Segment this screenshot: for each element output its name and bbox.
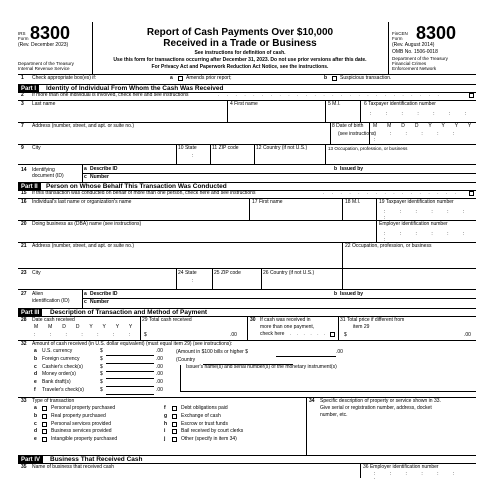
line29-cents: .00 bbox=[230, 332, 237, 338]
line13-label: 13 Occupation, profession, or business bbox=[328, 146, 408, 151]
line14-label-a: Identifying bbox=[32, 167, 55, 173]
tin-field-2[interactable]: : : : : : : : bbox=[384, 209, 471, 221]
line33-num: 33 bbox=[21, 398, 27, 404]
id-description-input[interactable] bbox=[118, 165, 328, 173]
p2-state-separator: : bbox=[192, 278, 194, 284]
payment-letter: d bbox=[34, 371, 38, 378]
amends-prior-report-checkbox[interactable] bbox=[178, 76, 183, 81]
type-letter: c bbox=[34, 420, 37, 427]
transaction-type-checkbox[interactable] bbox=[172, 422, 177, 427]
payment-amount-input[interactable] bbox=[106, 371, 154, 372]
part3-header bbox=[18, 308, 476, 316]
line33-label: Type of transaction bbox=[32, 398, 75, 404]
type-label: Debt obligations paid bbox=[181, 405, 228, 411]
alien-id-description-input[interactable] bbox=[118, 290, 328, 298]
part2-label: Part II bbox=[18, 183, 41, 191]
part2-header bbox=[18, 182, 476, 190]
type-label: Bail received by court clerks bbox=[181, 428, 244, 435]
tin-field-1[interactable]: : : : : : : : bbox=[370, 111, 473, 117]
multiple-individuals-checkbox[interactable] bbox=[469, 93, 474, 98]
multiple-payments-checkbox[interactable] bbox=[330, 332, 335, 337]
line27-label-a: Alien bbox=[32, 291, 44, 297]
part4-header bbox=[18, 455, 476, 463]
payment-amount-input[interactable] bbox=[106, 363, 154, 364]
payment-amount-input[interactable] bbox=[106, 355, 154, 356]
line8-label: 8 Date of birth bbox=[332, 123, 364, 129]
line32-num: 32 bbox=[21, 341, 27, 347]
business-name-input[interactable] bbox=[18, 471, 358, 478]
dob-format: M M D D Y Y Y Y bbox=[373, 123, 476, 129]
line15-num: 15 bbox=[21, 190, 27, 196]
line27-label-b: identification (ID) bbox=[32, 298, 70, 304]
line9-label: City bbox=[32, 145, 41, 151]
alien-id-number-input[interactable] bbox=[118, 298, 476, 308]
hundred-bills-cents: .00 bbox=[336, 349, 343, 355]
type-letter: f bbox=[164, 405, 166, 411]
line26-label: 26 Country (if not U.S.) bbox=[263, 270, 315, 276]
irs-dept-2: Internal Revenue Service bbox=[18, 66, 70, 71]
line14-number: Number bbox=[90, 174, 109, 180]
id-issued-by-input[interactable] bbox=[364, 165, 476, 173]
part1-header bbox=[18, 84, 476, 92]
p2-country-input[interactable] bbox=[261, 277, 342, 289]
issuer-input[interactable] bbox=[182, 372, 472, 390]
transaction-type-checkbox[interactable] bbox=[172, 406, 177, 411]
line16-label: Individual's last name or organization's name bbox=[32, 199, 132, 205]
issuer-label: Issuer's name(s) and serial number(s) of the monetary instrument(s) bbox=[186, 364, 337, 370]
part4-title: Business That Received Cash bbox=[50, 456, 143, 463]
line30-label-b: more than one payment, bbox=[260, 324, 315, 330]
first-name-input[interactable] bbox=[227, 108, 325, 120]
p2-address-input[interactable] bbox=[18, 250, 342, 266]
line27-number: Number bbox=[90, 299, 109, 305]
transaction-type-checkbox[interactable] bbox=[42, 406, 47, 411]
payment-cents: .00 bbox=[156, 363, 163, 370]
payment-letter: f bbox=[34, 387, 36, 393]
transaction-type-checkbox[interactable] bbox=[42, 429, 47, 434]
line14-describe-id: Describe ID bbox=[90, 166, 118, 172]
line2-num: 2 bbox=[21, 92, 24, 98]
line14-a-letter: a bbox=[84, 166, 87, 172]
p2-state-input[interactable] bbox=[176, 277, 212, 289]
date-received-field[interactable]: : : : : : : : bbox=[34, 332, 137, 338]
line1-b-label: Suspicious transaction. bbox=[340, 75, 392, 81]
payment-letter: e bbox=[34, 379, 37, 386]
p2-occupation-input[interactable] bbox=[342, 250, 476, 266]
line5-label: 5 M.I. bbox=[328, 101, 341, 107]
dba-input[interactable] bbox=[18, 228, 376, 240]
line14-c-letter: c bbox=[84, 174, 87, 180]
id-number-input[interactable] bbox=[118, 173, 476, 182]
line12-label: 12 Country (if not U.S.) bbox=[256, 145, 308, 151]
line30-label-a: If cash was received in bbox=[260, 317, 311, 323]
alien-id-issued-by-input[interactable] bbox=[364, 290, 476, 298]
type-label: Personal property purchased bbox=[51, 405, 116, 411]
line30-label-c: check here bbox=[260, 331, 285, 337]
line1-b-letter: b bbox=[324, 75, 328, 81]
type-label: Escrow or trust funds bbox=[181, 420, 228, 427]
part3-title: Description of Transaction and Method of Payment bbox=[50, 309, 208, 316]
form-title-line-2: Received in a Trade or Business bbox=[163, 38, 317, 49]
part1-title: Identity of Individual From Whom the Cash Was Received bbox=[46, 85, 224, 92]
line27-b-letter: b bbox=[334, 291, 338, 297]
state-input[interactable] bbox=[176, 152, 210, 164]
line2-label: If more than one individual is involved, check here and see instructions bbox=[32, 92, 189, 98]
date-received-format: M M D D Y Y Y Y bbox=[34, 324, 137, 330]
fincen-form-small: FinCEN Form bbox=[392, 31, 408, 41]
org-name-input[interactable] bbox=[18, 206, 249, 218]
line14-b-letter: b bbox=[334, 166, 338, 172]
type-letter: d bbox=[34, 428, 38, 435]
irs-form-number: 8300 bbox=[30, 23, 71, 43]
payment-letter: c bbox=[34, 363, 37, 370]
total-cash-input[interactable] bbox=[152, 326, 242, 338]
ein-label-1: Employer identification number bbox=[379, 221, 448, 227]
country-input[interactable] bbox=[254, 152, 325, 164]
payment-cents: .00 bbox=[156, 387, 163, 393]
omb-number: OMB No. 1506-0018 bbox=[392, 49, 438, 55]
type-label: Other (specify in item 34) bbox=[181, 436, 237, 443]
payment-label: Bank draft(s) bbox=[42, 379, 71, 386]
type-label: Exchange of cash bbox=[181, 412, 221, 419]
form-title-line-1: Report of Cash Payments Over $10,000 bbox=[146, 27, 334, 38]
payment-letter: a bbox=[34, 348, 37, 354]
line27-describe-id: Describe ID bbox=[90, 291, 118, 297]
line1-a-letter: a bbox=[170, 75, 173, 81]
line21-label: Address (number, street, and apt. or suite no.) bbox=[32, 243, 134, 249]
multiple-persons-checkbox[interactable] bbox=[469, 191, 474, 196]
p2-zip-input[interactable] bbox=[212, 277, 261, 289]
line31-cents: .00 bbox=[464, 332, 471, 338]
fincen-rev: (Rev. August 2014) bbox=[392, 42, 435, 48]
address-input[interactable] bbox=[18, 130, 330, 142]
line29-dollar: $ bbox=[144, 332, 147, 338]
payment-label: Traveler's check(s) bbox=[42, 387, 84, 393]
payment-label: U.S. currency bbox=[42, 348, 73, 354]
payment-dollar: $ bbox=[100, 355, 103, 362]
line23-num: 23 bbox=[21, 270, 27, 276]
payment-label: Money order(s) bbox=[42, 371, 76, 378]
line22-label: 22 Occupation, profession, or business bbox=[345, 243, 432, 249]
transaction-type-checkbox[interactable] bbox=[172, 437, 177, 442]
line11-label: 11 ZIP code bbox=[212, 145, 239, 151]
payment-dollar: $ bbox=[100, 363, 103, 370]
total-price-input[interactable] bbox=[352, 328, 462, 338]
payment-label: Cashier's check(s) bbox=[42, 363, 83, 370]
line34-label-c: number, etc. bbox=[320, 412, 348, 418]
part4-label: Part IV bbox=[18, 456, 43, 464]
type-letter: a bbox=[34, 405, 37, 411]
line32-label: Amount of cash received (in U.S. dollar equivalent) (must equal item 29) (see instructions): bbox=[32, 341, 233, 347]
type-letter: b bbox=[34, 412, 38, 419]
form-subtitle: See instructions for definition of cash. bbox=[194, 50, 286, 56]
middle-initial-input[interactable] bbox=[325, 108, 360, 120]
type-letter: i bbox=[164, 428, 166, 435]
payment-dollar: $ bbox=[100, 371, 103, 378]
fincen-form-number: 8300 bbox=[416, 23, 457, 43]
line35-label: Name of business that received cash bbox=[32, 464, 114, 470]
irs-dept-1: Department of the Treasury bbox=[18, 61, 74, 66]
fincen-dept-3: Enforcement Network bbox=[392, 66, 437, 71]
payment-cents: .00 bbox=[156, 371, 163, 378]
type-label: Real property purchased bbox=[51, 412, 106, 419]
line14-label-b: document (ID) bbox=[32, 173, 64, 179]
p2-first-name-input[interactable] bbox=[249, 206, 342, 218]
line31-label: 31 Total price if different from bbox=[340, 317, 405, 323]
line36-label: 36 Employer identification number bbox=[363, 464, 439, 470]
line16-num: 16 bbox=[21, 199, 27, 205]
dob-field[interactable]: : : : : : : : bbox=[374, 131, 461, 143]
line6-label: 6 Taxpayer identification number bbox=[364, 101, 436, 107]
line27-num: 27 bbox=[21, 291, 27, 297]
line1-num: 1 bbox=[21, 75, 24, 81]
line31-dollar: $ bbox=[344, 332, 347, 338]
payment-cents: .00 bbox=[156, 348, 163, 354]
line28-label: Date cash received bbox=[32, 317, 75, 323]
line20-num: 20 bbox=[21, 221, 27, 227]
transaction-type-checkbox[interactable] bbox=[42, 437, 47, 442]
line21-num: 21 bbox=[21, 243, 27, 249]
line35-num: 35 bbox=[21, 464, 27, 470]
line27-a-letter: a bbox=[84, 291, 87, 297]
zip-input[interactable] bbox=[210, 152, 254, 164]
line7-num: 7 bbox=[21, 123, 24, 129]
type-label: Personal services provided bbox=[51, 420, 112, 427]
ein-field-1[interactable]: : : : : : : : bbox=[384, 231, 471, 243]
type-label: Business services provided bbox=[51, 428, 112, 435]
line34-label-a: Specific description of property or service shown in 33. bbox=[320, 398, 441, 404]
line18-label: 18 M.I. bbox=[345, 199, 361, 205]
payment-dollar: $ bbox=[100, 379, 103, 386]
suspicious-transaction-checkbox[interactable] bbox=[332, 76, 337, 81]
state-separator: : bbox=[192, 153, 194, 159]
payment-cents: .00 bbox=[156, 355, 163, 362]
payment-amount-input[interactable] bbox=[106, 394, 154, 395]
use-note: Use this form for transactions occurring after December 31, 2023. Do not use prior versions after this date. bbox=[113, 57, 367, 63]
p2-city-input[interactable] bbox=[18, 277, 176, 289]
irs-form-small: IRS Form bbox=[18, 31, 29, 41]
line4-label: 4 First name bbox=[230, 101, 258, 107]
payment-amount-input[interactable] bbox=[106, 386, 154, 387]
line10-label: 10 State bbox=[178, 145, 197, 151]
payment-dollar: $ bbox=[100, 348, 103, 354]
city-input[interactable] bbox=[18, 152, 176, 164]
transaction-type-checkbox[interactable] bbox=[172, 414, 177, 419]
line28-num: 28 bbox=[21, 317, 27, 323]
fincen-dept-2: Financial Crimes bbox=[392, 61, 427, 66]
line24-label: 24 State bbox=[178, 270, 197, 276]
transaction-type-checkbox[interactable] bbox=[42, 422, 47, 427]
line7-label: Address (number, street, and apt. or suite no.) bbox=[32, 123, 134, 129]
property-description-input[interactable] bbox=[308, 420, 476, 454]
irs-rev: (Rev. December 2023) bbox=[18, 42, 69, 48]
line14-num: 14 bbox=[21, 167, 27, 173]
line14-issued-by: Issued by bbox=[340, 166, 364, 172]
payment-letter: b bbox=[34, 355, 38, 362]
payment-dollar: $ bbox=[100, 387, 103, 393]
form-8300: IRS Form 8300 (Rev. December 2023) Department of the Treasury Internal Revenue Service Report of Cash Payments Over $10,000 Received in a Trade or Business See instructions for definition of cash. Use this form for transactions occurring after December 31, 2023. Do not use prior versions after this date. For Privacy Act and Paperwork Reduction Act Notice, see the instructions. FinCEN Form 8300 (Rev. August 2014) OMB No. 1506-0018 Department of the Treasury Financial Crimes Enforcement Network 1 Check appropriate box(es) if: a Amends prior report; b Suspicious transaction. Part I Identity of Individual From Whom the Cash Was Received 2 If more than one individual is involved, check here and see instructions . . . . . . . . . . . . . . . . . . . . . . . . . . 3 Last name 4 First name 5 M.I. 6 Taxpayer identification number : : : : : : : 7 Address (number, street, and apt. or suite no.) 8 Date of birth (see instructions) M M D D Y Y Y Y : : : : : : : 9 City 10 State : 11 ZIP code 12 Country (if not U.S.) 13 Occupation, profession, or business 14 Identifying document (ID) a Describe ID c Number b Issued by Part II Person on Whose Behalf This Transaction Was Conducted 15 If this transaction was conducted on behalf of more than one person, check here and see instructions . . . . . . . . . . . . . . . . 16 Individual's last name or organization's name 17 First name 18 M.I. 19 Taxpayer identification number : : : : : : : 20 Doing business as (DBA) name (see instructions) Employer identification number : : : : : : : 21 Address (number, street, and apt. or suite no.) 22 Occupation, profession, or business 23 City 24 State : 25 ZIP code 26 Country (if not U.S.) 27 Alien identification (ID) a Describe ID c Number b Issued by Part III Description of Transaction and Method of Payment 28 Date cash received M M D D Y Y Y Y : : : : : : : 29 Total cash received $ .00 30 If cash was received in more than one payment, check here . . . . . . 31 Total price if different from item 29 $ .00 32 Amount of cash received (in U.S. dollar equivalent) (must equal item 29) (see instructions): a U.S. currency $ .00 b Foreign currency $ .00 c Cashier's check(s) $ .00 d Money order(s) $ .00 e Bank draft(s) $ .00 f Traveler's check(s) $ .00 (Amount in $100 bills or higher $ .00 (Country Issuer's name(s) and serial number(s) of the monetary instrument(s) 33 Type of transaction a Personal property purchased b Real property purchased c Personal services provided d Business services provided e Intangible property purchased f Debt obligations paid g Exchange of cash h Escrow or trust funds i Bail received by court clerks j Other (specify in item 34) 34 Specific description of property or service shown in 33. Give serial or registration number, address, docket number, etc. Part IV Business That Received Cash 35 Name of business that received cash 36 Employer identification number : : : : : : : bbox=[18, 22, 476, 478]
line23-label: City bbox=[32, 270, 41, 276]
line34-num: 34 bbox=[309, 398, 315, 404]
line3-label: Last name bbox=[32, 101, 56, 107]
p2-mi-input[interactable] bbox=[342, 206, 376, 218]
line27-issued-by: Issued by bbox=[340, 291, 364, 297]
payment-amount-input[interactable] bbox=[106, 378, 154, 379]
part3-label: Part III bbox=[18, 309, 42, 317]
fincen-dept-1: Department of the Treasury bbox=[392, 56, 448, 61]
part2-title: Person on Whose Behalf This Transaction Was Conducted bbox=[46, 183, 227, 190]
line25-label: 25 ZIP code bbox=[214, 270, 241, 276]
country-label: (Country bbox=[176, 357, 196, 363]
line1-label: Check appropriate box(es) if: bbox=[32, 75, 97, 81]
transaction-type-checkbox[interactable] bbox=[42, 414, 47, 419]
type-label: Intangible property purchased bbox=[51, 436, 118, 443]
last-name-input[interactable] bbox=[18, 108, 227, 120]
line8-sub: (see instructions) bbox=[338, 131, 377, 137]
line19-label: 19 Taxpayer identification number bbox=[379, 199, 454, 205]
line34-label-b: Give serial or registration number, address, docket bbox=[320, 405, 432, 411]
type-letter: h bbox=[164, 420, 168, 427]
payment-label: Foreign currency bbox=[42, 355, 80, 362]
line1-a-label: Amends prior report; bbox=[186, 75, 232, 81]
line15-label: If this transaction was conducted on behalf of more than one person, check here and see instructions bbox=[32, 190, 256, 196]
line20-label: Doing business as (DBA) name (see instructions) bbox=[32, 221, 142, 227]
hundred-bills-label: (Amount in $100 bills or higher $ bbox=[176, 349, 248, 355]
transaction-type-checkbox[interactable] bbox=[172, 429, 177, 434]
type-letter: e bbox=[34, 436, 37, 443]
part1-label: Part I bbox=[18, 85, 39, 93]
line31-label-b: item 29 bbox=[353, 324, 370, 330]
type-letter: g bbox=[164, 412, 168, 419]
line27-c-letter: c bbox=[84, 299, 87, 305]
line9-num: 9 bbox=[21, 145, 24, 151]
line3-num: 3 bbox=[21, 101, 24, 107]
payment-cents: .00 bbox=[156, 379, 163, 386]
privacy-note: For Privacy Act and Paperwork Reduction Act Notice, see the instructions. bbox=[151, 64, 329, 70]
line29-label: 29 Total cash received bbox=[142, 317, 192, 323]
line17-label: 17 First name bbox=[252, 199, 283, 205]
ein-field-2[interactable]: : : : : : : : bbox=[374, 471, 461, 480]
line30-num: 30 bbox=[250, 317, 256, 323]
occupation-input[interactable] bbox=[325, 152, 476, 164]
type-letter: j bbox=[164, 436, 166, 443]
